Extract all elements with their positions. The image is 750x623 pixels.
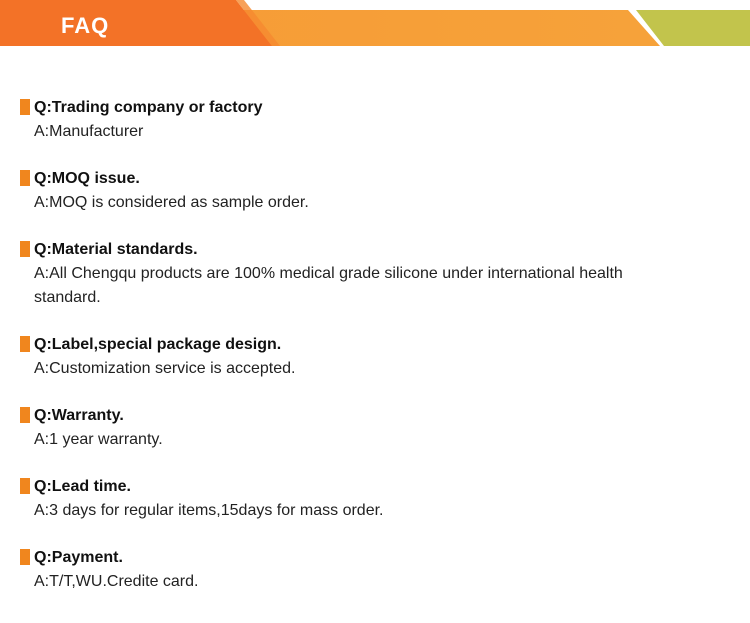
faq-item — [20, 238, 720, 310]
question-marker-icon — [20, 407, 30, 423]
faq-question: Q:Payment. — [34, 549, 123, 566]
question-marker-icon — [20, 241, 30, 257]
faq-question: Q:Lead time. — [34, 478, 131, 495]
question-marker-icon — [20, 549, 30, 565]
question-marker-icon — [20, 336, 30, 352]
faq-answer: A:MOQ is considered as sample order. — [34, 194, 309, 211]
faq-question: Q:Material standards. — [34, 241, 198, 258]
faq-item — [20, 333, 720, 381]
faq-answer: A:All Chengqu products are 100% medical grade silicone under international health standard. — [34, 265, 623, 306]
banner-title-tab — [0, 0, 272, 46]
banner-graphic — [0, 0, 750, 46]
faq-question: Q:Warranty. — [34, 407, 124, 424]
faq-question: Q:Trading company or factory — [34, 99, 263, 116]
faq-item — [20, 96, 720, 144]
question-marker-icon — [20, 170, 30, 186]
question-marker-icon — [20, 478, 30, 494]
faq-answer: A:1 year warranty. — [34, 431, 163, 448]
faq-question: Q:MOQ issue. — [34, 170, 140, 187]
faq-item — [20, 404, 720, 452]
faq-banner — [0, 0, 750, 46]
faq-list — [20, 96, 720, 617]
question-marker-icon — [20, 99, 30, 115]
page-title: FAQ — [61, 13, 110, 38]
faq-item — [20, 546, 720, 594]
faq-answer: A:3 days for regular items,15days for mass order. — [34, 502, 384, 519]
faq-answer: A:Customization service is accepted. — [34, 360, 296, 377]
faq-answer: A:T/T,WU.Credite card. — [34, 573, 199, 590]
faq-answer: A:Manufacturer — [34, 123, 144, 140]
faq-item — [20, 167, 720, 215]
faq-question: Q:Label,special package design. — [34, 336, 282, 353]
faq-item — [20, 475, 720, 523]
